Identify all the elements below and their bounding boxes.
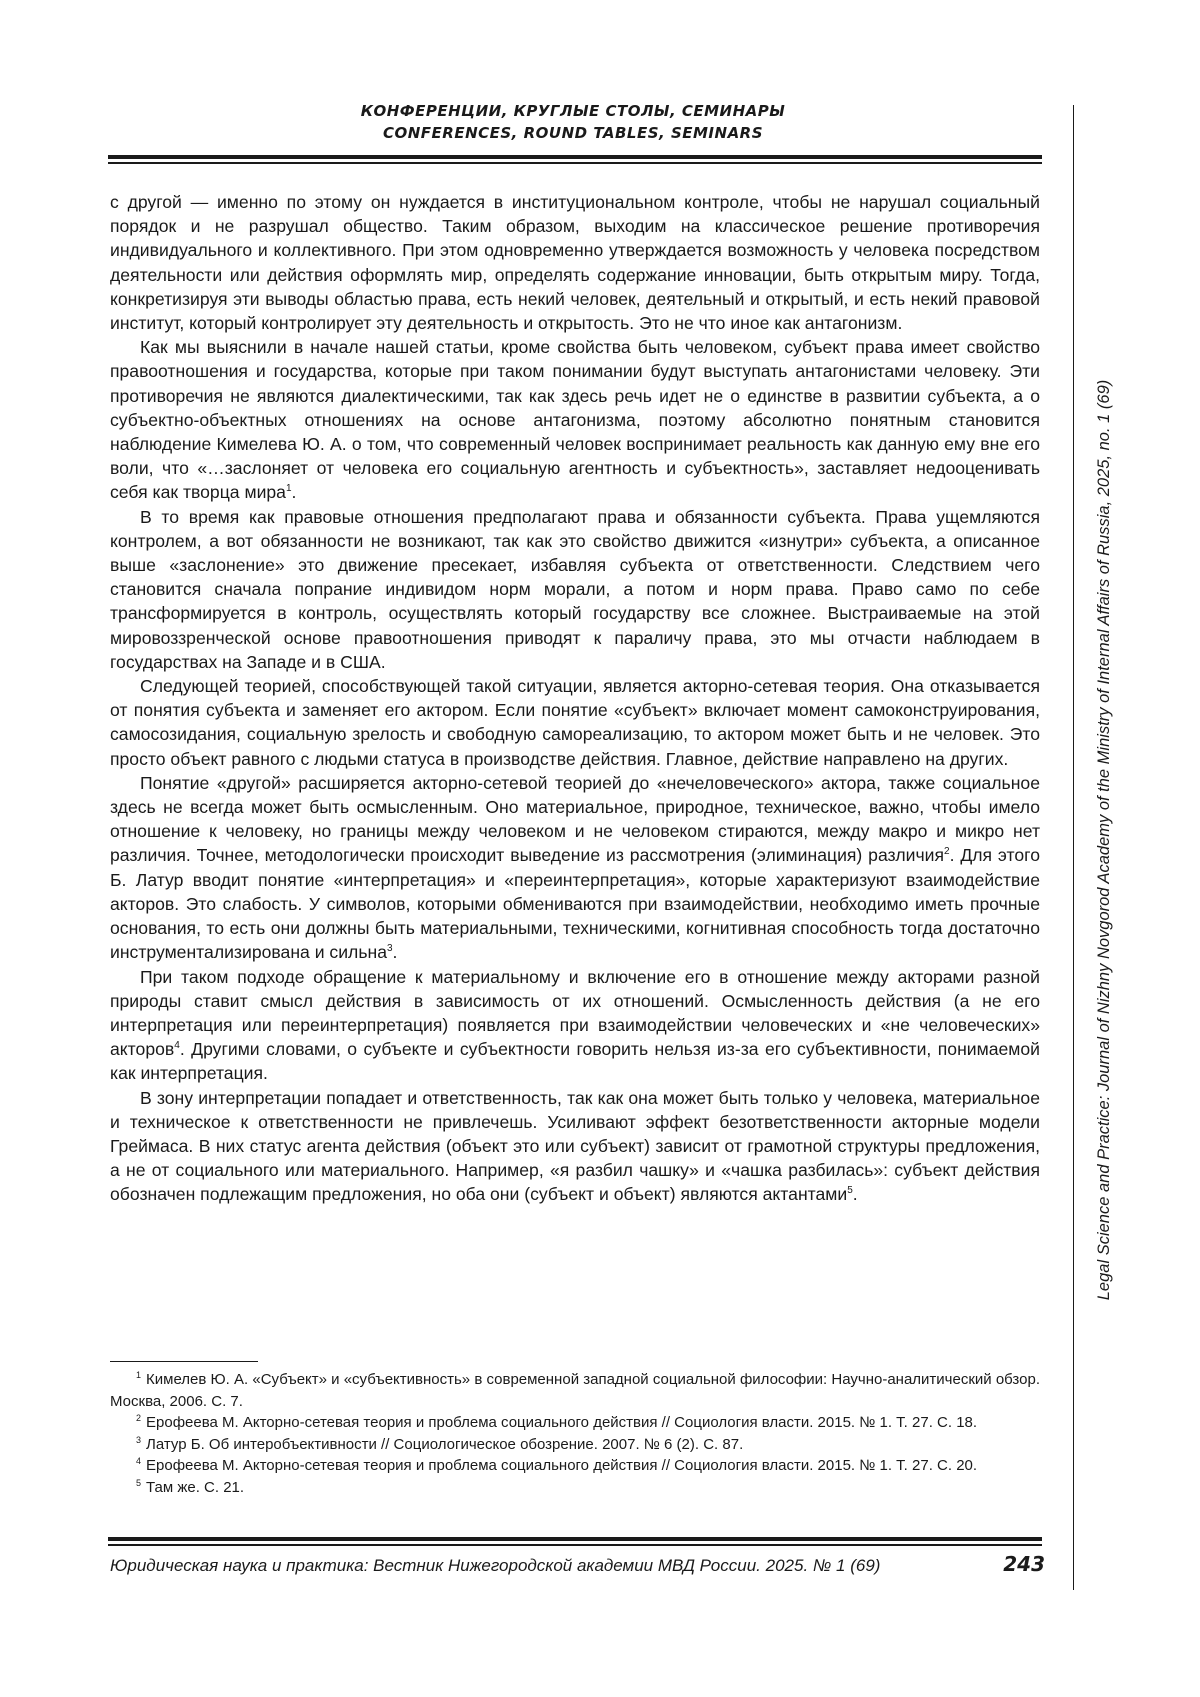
footnote-ref[interactable]: 3 <box>386 943 393 955</box>
footer-rule-thick <box>108 1537 1042 1541</box>
footnote: $^5$ Там же. С. 21. <box>136 1477 245 1496</box>
header-title-en: CONFERENCES, ROUND TABLES, SEMINARS <box>382 124 764 142</box>
header-title-ru: КОНФЕРЕНЦИИ, КРУГЛЫЕ СТОЛЫ, СЕМИНАРЫ <box>360 102 786 120</box>
footnote-ref[interactable]: 4 <box>174 1040 180 1052</box>
footnote-ref[interactable]: 5 <box>847 1185 853 1197</box>
paragraph: Как мы выяснили в начале нашей статьи, кроме свойства быть человеком, субъект права имеет свойство правоотношения и государства, которые при таком понимании будут выступать антагонистами человеку. Эти противоречия не являются диалектическими, так как здесь речь идет не о единстве в развитии субъекта, а о субъектно-объектных отношениях на основе антагонизма, поэтому абсолютно понятным становится наблюдение Кимелева Ю. А. о том, что современный человек воспринимает реальность как данную ему вне его воли, что «…заслоняет от человека его социальную агентность и субъектность», заставляет недооценивать себя как творца мира$^1$. <box>110 337 1040 503</box>
footnote-ref[interactable]: 2 <box>944 846 950 858</box>
footnote-separator <box>110 1361 258 1362</box>
footnote: $^1$ Кимелев Ю. А. «Субъект» и «субъективность» в современной западной социальной философии: Научно-аналитический обзор. Москва, 2006. С. 7. <box>110 1370 1040 1410</box>
footer-journal-title: Юридическая наука и практика: Вестник Нижегородской академии МВД России. 2025. № 1 (69) <box>110 1556 881 1575</box>
running-footer <box>110 1554 1045 1578</box>
side-journal-title: Legal Science and Practice: Journal of Nizhny Novgorod Academy of the Ministry of Internal Affairs of Russia, 2025, no. 1 (69) <box>1095 379 1113 1301</box>
running-header <box>108 100 1038 144</box>
paragraph: Следующей теорией, способствующей такой ситуации, является акторно-сетевая теория. Она отказывается от понятия субъекта и заменяет его актором. Если понятие «субъект» включает момент самоконструирования, самосозидания, социальную зрелость и свободную самореализацию, то актором может быть и не человек. Это просто объект равного с людьми статуса в производстве действия. Главное, действие направлено на других. <box>110 676 1040 769</box>
page-number: 243 <box>1003 1552 1045 1576</box>
footnotes <box>110 1369 1040 1498</box>
header-rule-thin <box>108 162 1042 164</box>
paragraph: В то время как правовые отношения предполагают права и обязанности субъекта. Права ущемляются контролем, а вот обязанности не возникают, так как это свойство движится «изнутри» субъекта, а описанное выше «заслонение» это движение пресекает, избавляя субъекта от ответственности. Следствием чего становится сначала попрание индивидом норм морали, а потом и норм права. Право само по себе трансформируется в контроль, осуществлять который государству все сложнее. Выстраиваемые на этой мировоззренческой основе правоотношения приводят к параличу права, это мы отчасти наблюдаем в государствах на Западе и в США. <box>110 506 1040 672</box>
footnote: $^4$ Ерофеева М. Акторно-сетевая теория и проблема социального действия // Социология власти. 2015. № 1. Т. 27. С. 20. <box>136 1456 978 1474</box>
paragraph: Понятие «другой» расширяется акторно-сетевой теорией до «нечеловеческого» актора, также социальное здесь не всегда может быть осмысленным. Оно материальное, природное, техническое, важно, чтобы имело отношение к человеку, но границы между человеком и не человеком стираются, между макро и микро нет различия. Точнее, методологически происходит выведение из рассмотрения (элиминация) различия$^2$. Для этого Б. Латур вводит понятие «интерпретация» и «переинтерпретация», которые характеризуют взаимодействие акторов. Это слабость. У символов, которыми обмениваются при взаимодействии, необходимо иметь прочные основания, то есть они должны быть материальными, техническими, когнитивная способность тогда достаточно инструментализирована и сильна$^3$. <box>110 772 1040 963</box>
article-body <box>110 190 1040 1207</box>
footer-rule-thin <box>108 1544 1042 1546</box>
header-rule-thick <box>108 155 1042 159</box>
footnote: $^2$ Ерофеева М. Акторно-сетевая теория и проблема социального действия // Социология власти. 2015. № 1. Т. 27. С. 18. <box>136 1413 978 1431</box>
paragraph: В зону интерпретации попадает и ответственность, так как она может быть только у человека, материальное и техническое к ответственности не привлечешь. Усиливают эффект безответственности акторные модели Греймаса. В них статус агента действия (объект это или субъект) зависит от грамотной структуры предложения, а не от социального или материального. Например, «я разбил чашку» и «чашка разбилась»: субъект действия обозначен подлежащим предложения, но оба они (субъект и объект) являются актантами$^5$. <box>110 1087 1040 1205</box>
paragraph: При таком подходе обращение к материальному и включение его в отношение между акторами разной природы ставит смысл действия в зависимость от их отношений. Осмысленность действия (а не его интерпретация или переинтерпретация) появляется при взаимодействии человеческих и «не человеческих» акторов$^4$. Другими словами, о субъекте и субъектности говорить нельзя из-за его субъективности, понимаемой как интерпретация. <box>110 966 1040 1084</box>
footnote: $^3$ Латур Б. Об интеробъективности // Социологическое обозрение. 2007. № 6 (2). С. 87. <box>136 1434 744 1453</box>
paragraph: с другой — именно по этому он нуждается в институциональном контроле, чтобы не нарушал социальный порядок и не разрушал общество. Таким образом, выходим на классическое решение противоречия индивидуального и коллективного. При этом одновременно утверждается возможность у человека посредством деятельности или действия оформлять мир, определять содержание инновации, быть открытым миру. Тогда, конкретизируя эти выводы областью права, есть некий человек, деятельный и открытый, и есть некий правовой институт, который контролирует эту деятельность и открытость. Это не что иное как антагонизм. <box>110 192 1040 334</box>
margin-divider <box>1073 105 1074 1590</box>
footnote-ref[interactable]: 1 <box>285 483 292 495</box>
